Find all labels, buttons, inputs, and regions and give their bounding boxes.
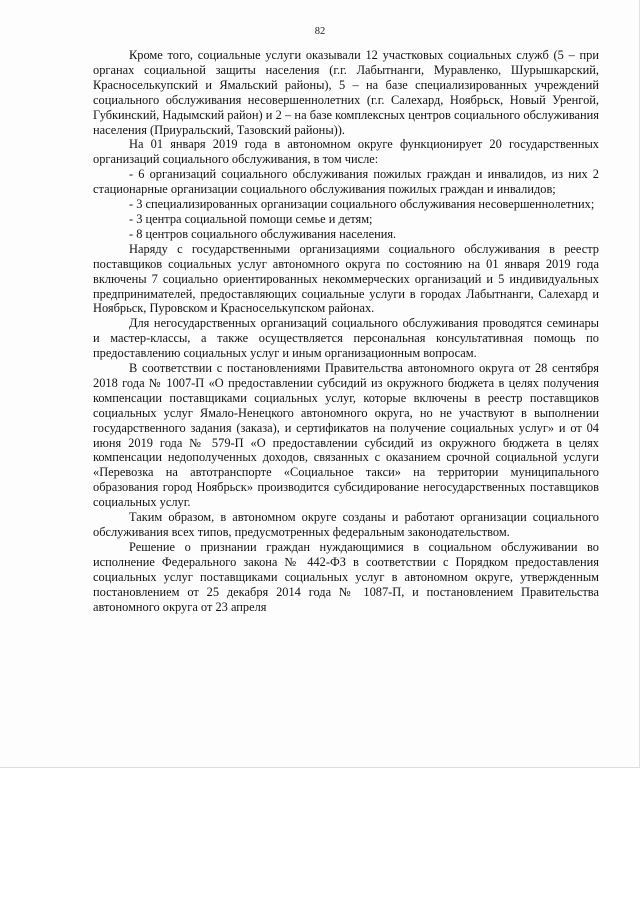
list-item-minors-organizations: - 3 специализированных организации социального обслуживания несовершеннолетних; [129, 197, 595, 212]
list-item-family-centers: - 3 центра социальной помощи семье и детям; [129, 211, 373, 226]
paragraph-social-services-units: Кроме того, социальные услуги оказывали 12 участковых социальных служб (5 – при органах социальной защиты населения (г.г. Лабытнанги, Муравленко, Шурышкарский, Красноселькупский и Ямальский районы), 5 – на базе специализированных учреждений социального обслуживания несовершеннолетних (г.г. Салехард, Ноябрьск, Новый Уренгой, Губкинский, Надымский район) и 2 – на базе комплексных центров социального обслуживания населения (Приуральский, Тазовский районы)). [93, 48, 599, 137]
paragraph-state-organizations-count: На 01 января 2019 года в автономном округе функционирует 20 государственных организаций социального обслуживания, в том числе: [93, 137, 599, 167]
page-body [93, 48, 599, 614]
paragraph-recognition-decision: Решение о признании граждан нуждающимися в социальном обслуживании во исполнение Федерального закона № 442-ФЗ в соответствии с Порядком предоставления социальных услуг поставщиками социальных услуг в автономном округе, утвержденным постановлением от 25 декабря 2014 года № 1087-П, и постановлением Правительства автономного округа от 23 апреля [93, 539, 599, 614]
list-item-elderly-organizations: - 6 организаций социального обслуживания пожилых граждан и инвалидов, из них 2 стационарные организации социального обслуживания пожилых граждан и инвалидов; [93, 167, 599, 197]
paragraph-conclusion: Таким образом, в автономном округе созданы и работают организации социального обслуживания всех типов, предусмотренных федеральным законодательством. [93, 510, 599, 539]
paragraph-nonstate-providers-register: Наряду с государственными организациями социального обслуживания в реестр поставщиков социальных услуг автономного округа по состоянию на 01 января 2019 года включены 7 социально ориентированных некоммерческих организаций и 5 индивидуальных предпринимателей, предоставляющих социальные услуги в городах Лабытнанги, Салехард и Ноябрьск, Пуровском и Красноселькупском районах. [93, 241, 599, 316]
paragraph-seminars: Для негосударственных организаций социального обслуживания проводятся семинары и мастер-классы, а также осуществляется персональная консультативная помощь по предоставлению социальных услуг и иным организационным вопросам. [93, 316, 599, 361]
paragraph-government-decrees: В соответствии с постановлениями Правительства автономного округа от 28 сентября 2018 года № 1007-П «О предоставлении субсидий из окружного бюджета в целях получения компенсации поставщиками социальных услуг, которые включены в реестр поставщиков социальных услуг Ямало-Ненецкого автономного округа, но не участвуют в выполнении государственного задания (заказа), и сертификатов на получение социальных услуг» и от 04 июня 2019 года № 579-П «О предоставлении субсидий из окружного бюджета в целях компенсации недополученных доходов, связанных с оказанием срочной социальной услуги «Перевозка на автотранспорте «Социальное такси» на территории муниципального образования город Ноябрьск» производится субсидирование негосударственных поставщиков социальных услуг. [93, 361, 599, 510]
page-number: 82 [314, 26, 326, 37]
list-item-population-centers: - 8 центров социального обслуживания населения. [129, 226, 397, 241]
